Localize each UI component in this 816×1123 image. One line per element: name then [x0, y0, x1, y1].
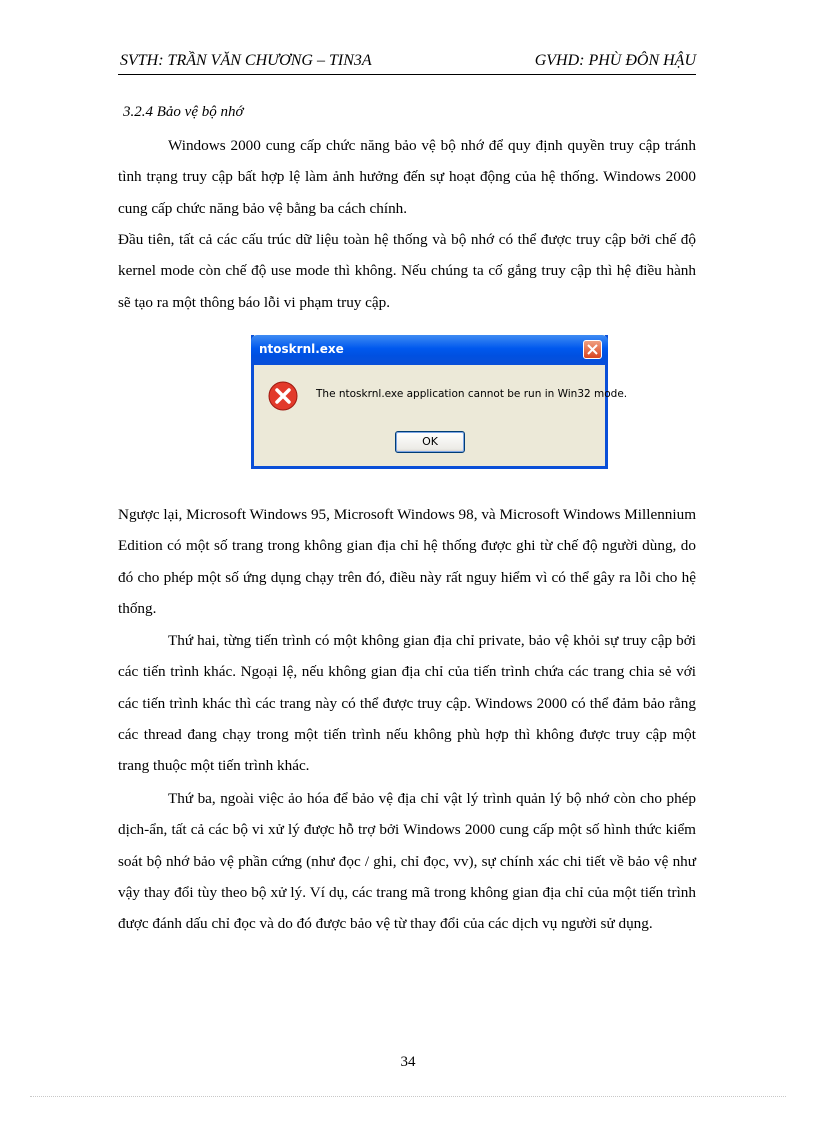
paragraph-5: Thứ ba, ngoài việc ảo hóa để bảo vệ địa chỉ vật lý trình quản lý bộ nhớ còn cho phép dịch-ẩn, tất cả các bộ vi xử lý được hỗ trợ bởi Windows 2000 cung cấp một số hình thức kiểm soát bộ nhớ bảo vệ phần cứng (như đọc / ghi, chỉ đọc, vv), sự chính xác chi tiết về bảo vệ như vậy thay đổi tùy theo bộ xử lý. Ví dụ, các trang mã trong không gian địa chỉ của một tiến trình được đánh dấu chỉ đọc và do đó được bảo vệ từ thay đổi của các dịch vụ người sử dụng.	[118, 790, 696, 933]
error-dialog	[251, 335, 628, 469]
dialog-title: ntoskrnl.exe	[259, 342, 344, 356]
paragraph-2: Đầu tiên, tất cả các cấu trúc dữ liệu toàn hệ thống và bộ nhớ có thể được truy cập bởi chế độ kernel mode còn chế độ use mode thì không. Nếu chúng ta cố gắng truy cập thì hệ điều hành sẽ tạo ra một thông báo lỗi vi phạm truy cập.	[118, 231, 696, 311]
page-header	[118, 48, 696, 75]
close-button[interactable]	[583, 340, 602, 359]
header-student: SVTH: TRẦN VĂN CHƯƠNG – TIN3A	[120, 52, 372, 69]
paragraph-4: Thứ hai, từng tiến trình có một không gian địa chỉ private, bảo vệ khỏi sự truy cập bởi các tiến trình khác. Ngoại lệ, nếu không gian địa chỉ của tiến trình chứa các trang chia sẻ với các tiến trình khác thì các trang này có thể được truy cập. Windows 2000 có thể đảm bảo rằng các thread đang chạy trong một tiến trình nếu không phù hợp thì không được truy cập một trang thuộc một tiến trình khác.	[118, 632, 696, 775]
header-instructor: GVHD: PHÙ ĐÔN HẬU	[534, 52, 696, 69]
page-number: 34	[400, 1054, 416, 1070]
dialog-titlebar[interactable]	[251, 335, 608, 365]
footer-divider	[30, 1096, 786, 1097]
close-icon	[587, 344, 598, 355]
section-title: 3.2.4 Bảo vệ bộ nhớ	[123, 104, 244, 120]
paragraph-3: Ngược lại, Microsoft Windows 95, Microsoft Windows 98, và Microsoft Windows Millennium Edition có một số trang trong không gian địa chỉ hệ thống được ghi từ chế độ người dùng, do đó cho phép một số ứng dụng chạy trên đó, điều này rất nguy hiểm vì có thể gây ra lỗi cho hệ thống.	[118, 506, 697, 617]
error-icon	[267, 380, 299, 412]
ok-button[interactable]: OK	[395, 431, 465, 453]
paragraph-1: Windows 2000 cung cấp chức năng bảo vệ bộ nhớ để quy định quyền truy cập tránh tình trạng truy cập bất hợp lệ làm ảnh hưởng đến sự hoạt động của hệ thống. Windows 2000 cung cấp chức năng bảo vệ bằng ba cách chính.	[118, 137, 696, 217]
dialog-message: The ntoskrnl.exe application cannot be run in Win32 mode.	[316, 388, 628, 400]
